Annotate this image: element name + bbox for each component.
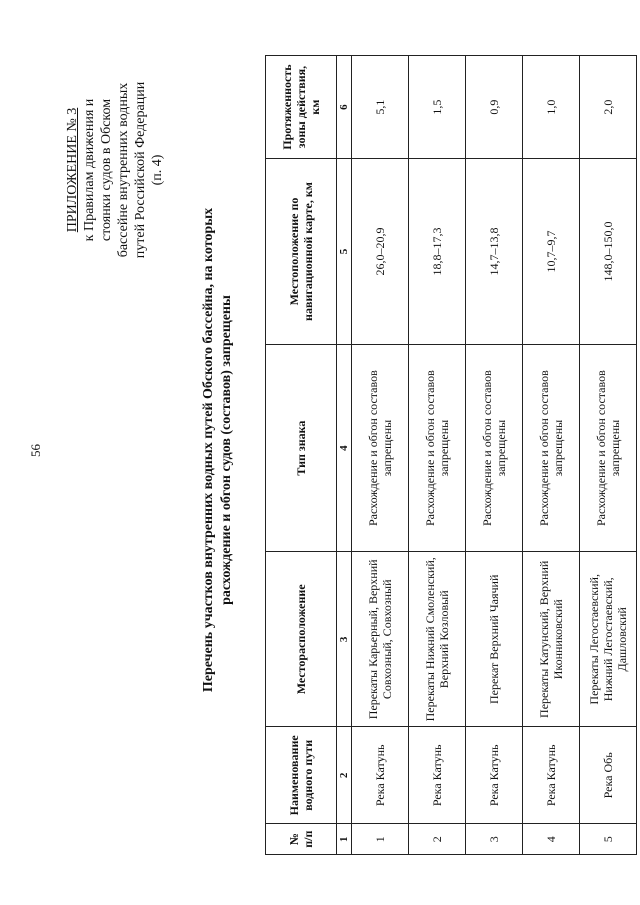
document-title-line: Перечень участков внутренних водных путей Обского бассейна, на которых (201, 207, 216, 693)
table-cell: Перекаты Нижний Смоленский, Верхний Козловый (409, 552, 466, 727)
document-title (200, 170, 236, 730)
table-cell: 1 (352, 824, 409, 855)
table-cell: 4 (523, 824, 580, 855)
table-row (352, 56, 409, 855)
appendix-line: путей Российской Федерации (133, 81, 148, 259)
table-cell: 2 (409, 824, 466, 855)
table-row (523, 56, 580, 855)
table-cell: 3 (466, 824, 523, 855)
table-cell: Расхождение и обгон составов запрещены (523, 344, 580, 552)
table-cell: 2,0 (580, 56, 637, 159)
header-cell: Тип знака (266, 344, 337, 552)
header-cell: Месторасположение (266, 552, 337, 727)
table-cell: 5,1 (352, 56, 409, 159)
table-cell: Река Катунь (523, 727, 580, 824)
table-row (580, 56, 637, 855)
header-cell: Местоположение по навигационной карте, км (266, 159, 337, 345)
table-cell: Расхождение и обгон составов запрещены (580, 344, 637, 552)
appendix-line: стоянки судов в Обском (99, 98, 114, 242)
column-number: 3 (337, 552, 352, 727)
table-cell: 10,7–9,7 (523, 159, 580, 345)
table-header-row (266, 56, 337, 855)
header-cell: Наименование водного пути (266, 727, 337, 824)
header-cell: № п/п (266, 824, 337, 855)
table-cell: 148,0–150,0 (580, 159, 637, 345)
table-cell: Река Катунь (466, 727, 523, 824)
table-cell: Перекаты Легостаевский, Нижний Легостаевский, Дашловский (580, 552, 637, 727)
table-row (409, 56, 466, 855)
table-cell: Расхождение и обгон составов запрещены (466, 344, 523, 552)
table-cell: Перекаты Карьерный, Верхний Совхозный, Совхозный (352, 552, 409, 727)
table-row (466, 56, 523, 855)
column-number: 4 (337, 344, 352, 552)
header-cell: Протяженность зоны действия, км (266, 56, 337, 159)
column-number: 1 (337, 824, 352, 855)
table-cell: Река Катунь (409, 727, 466, 824)
appendix-line: бассейне внутренних водных (116, 82, 131, 258)
page-number: 56 (28, 444, 43, 457)
table-cell: 18,8–17,3 (409, 159, 466, 345)
table-cell: Перекаты Катунский, Верхний Иконниковский (523, 552, 580, 727)
appendix-header (64, 45, 166, 295)
table-cell: 26,0–20,9 (352, 159, 409, 345)
column-number: 6 (337, 56, 352, 159)
table-cell: 1,5 (409, 56, 466, 159)
table-cell: Расхождение и обгон составов запрещены (409, 344, 466, 552)
table-cell: 5 (580, 824, 637, 855)
table-cell: 0,9 (466, 56, 523, 159)
column-number: 2 (337, 727, 352, 824)
table-cell: 1,0 (523, 56, 580, 159)
appendix-title: ПРИЛОЖЕНИЕ № 3 (65, 107, 80, 233)
column-number-row (337, 56, 352, 855)
document-title-line: расхождение и обгон судов (составов) запрещены (219, 295, 234, 605)
table-cell: 14,7–13,8 (466, 159, 523, 345)
table-cell: Расхождение и обгон составов запрещены (352, 344, 409, 552)
restricted-zones-table (265, 55, 637, 855)
table-cell: Река Обь (580, 727, 637, 824)
table-cell: Перекат Верхний Чаячий (466, 552, 523, 727)
column-number: 5 (337, 159, 352, 345)
table-cell: Река Катунь (352, 727, 409, 824)
appendix-line: к Правилам движения и (82, 98, 97, 242)
appendix-line: (п. 4) (150, 154, 165, 186)
